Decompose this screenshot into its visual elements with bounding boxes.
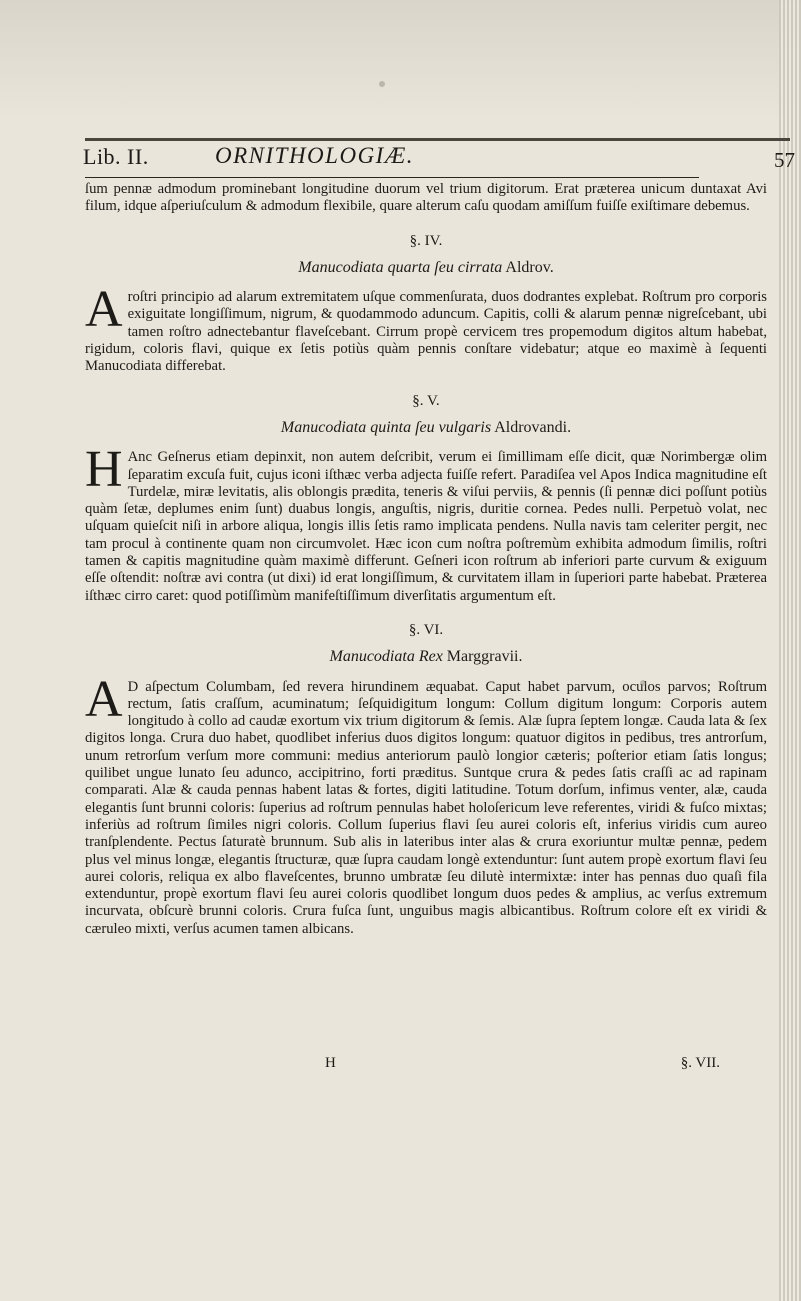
section-title-italic: Manucodiata Rex — [329, 648, 443, 666]
section-title — [85, 419, 767, 436]
catchword: §. VII. — [680, 1055, 720, 1071]
drop-capital: A — [85, 670, 123, 728]
page-footer — [85, 1055, 767, 1079]
section-title-author: Aldrov. — [505, 258, 554, 276]
section-title — [85, 259, 767, 276]
section-title-author: Aldrovandi. — [494, 418, 572, 436]
top-border-rule — [85, 138, 790, 141]
section-paragraph — [85, 441, 767, 605]
page-fore-edge — [779, 0, 801, 1301]
drop-capital: H — [85, 441, 123, 499]
paper-spot — [379, 81, 385, 87]
section-number: §. IV. — [409, 232, 443, 249]
paper-spot — [640, 680, 646, 686]
section-paragraph — [85, 670, 767, 938]
section-v — [85, 393, 767, 605]
page-number: 57 — [774, 148, 795, 172]
section-vi — [85, 622, 767, 938]
section-number: §. V. — [412, 392, 440, 409]
intro-paragraph: ſum pennæ admodum prominebant longitudine duorum vel trium digitorum. Erat præterea unicum duntaxat Avi filum, idque aſperiuſculum & admodum flexibile, quare alterum caſu quodam amiſſum fuiſſe exiſtimare debemus. — [85, 181, 767, 215]
drop-capital: A — [85, 281, 123, 339]
running-title: ORNITHOLOGIÆ. — [215, 143, 415, 168]
section-title — [85, 648, 767, 665]
section-paragraph — [85, 281, 767, 375]
header-rule — [85, 177, 699, 178]
section-iv — [85, 233, 767, 376]
section-text: D aſpectum Columbam, ſed revera hirundinem æquabat. Caput habet parvum, oculos parvos; Roſtrum rectum, ſatis craſſum, acuminatum; ſeſquidigitum longum: Collum digitum longum: Corporis autem longitudo à collo ad caudæ exortum vix trium digitorum & ſemis. Alæ ſupra ſeptem longæ. Cauda lata & ſex digitos longa. Crura duo habet, quodlibet inferius duos digitos longum: quatuor digitos in pedibus, tres antrorſum, unum retrorſum verſum more communi: medius anteriorum paulò longior cæteris; poſterior etiam ſatis longus; quilibet ungue lunato ſeu adunco, accipitrino, forti præditus. Suntque crura & pedes ſatis craſſi ac ad rapinam comparati. Alæ & cauda pennas habent latas & fortes, digiti latitudine. Totum dorſum, infimus venter, alæ, cauda elegantis ſunt brunni coloris: ſuperius ad roſtrum pennulas habet holoſericum leve referentes, viridi & fuſco mixtas; inferiùs ad roſtrum ſimiles nigri coloris. Collum ſuperius flavi ſeu aurei coloris eſt, inferius viridis cum aureo tranſplendente. Pectus ſaturatè brunnum. Sub alis in lateribus inter alas & crura exoriuntur multæ pennæ, pedem plus vel minus longæ, elegantis ſtructuræ, quæ ſupra caudam longè extenduntur: ſunt autem propè exortum flavi ſeu aurei coloris, reliqua ex albo flaveſcentes, brunno umbratæ ſeu dilutè intermixtæ: inter has pennas duo quaſi fila extenduntur, propè exortum flavi ſeu aurei coloris quodlibet longum duos pedes & amplius, ac verſus extremum incurvata, obſcurè brunni coloris. Crura fuſca ſunt, unguibus magis albicantibus. Roſtrum colore eſt ex viridi & cæruleo mixti, verſus acumen tamen albicans. — [85, 678, 767, 937]
running-header — [83, 142, 795, 174]
page-body — [85, 181, 767, 938]
section-title-author: Marggravii. — [446, 648, 523, 666]
section-number: §. VI. — [408, 621, 444, 638]
section-text: roſtri principio ad alarum extremitatem uſque commenſurata, duos dodrantes explebat. Roſtrum pro corporis exiguitate longiſſimum, nigrum, & quodammodo aduncum. Capitis, colli & alarum pennæ nigreſcebant, ubi tamen roſtro adnectebantur flaveſcebant. Cirrum propè cervicem tres propemodum digitos altum habebat, rigidum, coloris flavi, quique ex ſetis potiùs quàm pennis conſtare videbatur; atque eo maximè à ſequenti Manucodiata differebat. — [85, 289, 767, 375]
section-text: Anc Geſnerus etiam depinxit, non autem deſcribit, verum ei ſimillimam eſſe dicit, quæ Norimbergæ olim ſeparatim excuſa fuit, cujus iconi iſthæc verba adjecta fuiſſe refert. Paradiſea vel Apos Indica magnitudine eſt Turdelæ, miræ levitatis, alis oblongis prædita, teneris & viſui perviis, & pennis (ſi pennæ dici poſſunt potiùs quàm ſetæ, deplumes enim ſunt) duabus longis, anguſtis, nigris, duritie cornea. Pedes nulli. Perpetuò volat, nec uſquam quieſcit niſi in arbore aliqua, longis illis ſetis ramo implicata pendens. Nulla navis tam celeriter pergit, nec tam procul à continente quam non circumvolet. Hæc icon cum noſtra poſtremùm exhibita admodum ſimilis, roſtri tamen & capitis magnitudine quàm maximè differunt. Geſneri icon roſtrum ab inferiori parte curvum & exiguum eſſe oſtendit: noſtræ avi contra (ut dixi) id erat longiſſimum, & curvitatem illam in ſuperiori parte habebat. Præterea iſthæc cirro caret: quod potiſſimùm manifeſtiſſimum diverſitatis argumentum eſt. — [85, 449, 767, 604]
section-title-italic: Manucodiata quinta ſeu vulgaris — [280, 418, 492, 436]
book-label: Lib. II. — [83, 144, 149, 169]
signature-mark: H — [325, 1055, 336, 1071]
page-top-shadow — [0, 0, 801, 120]
section-title-italic: Manucodiata quarta ſeu cirrata — [298, 258, 503, 276]
